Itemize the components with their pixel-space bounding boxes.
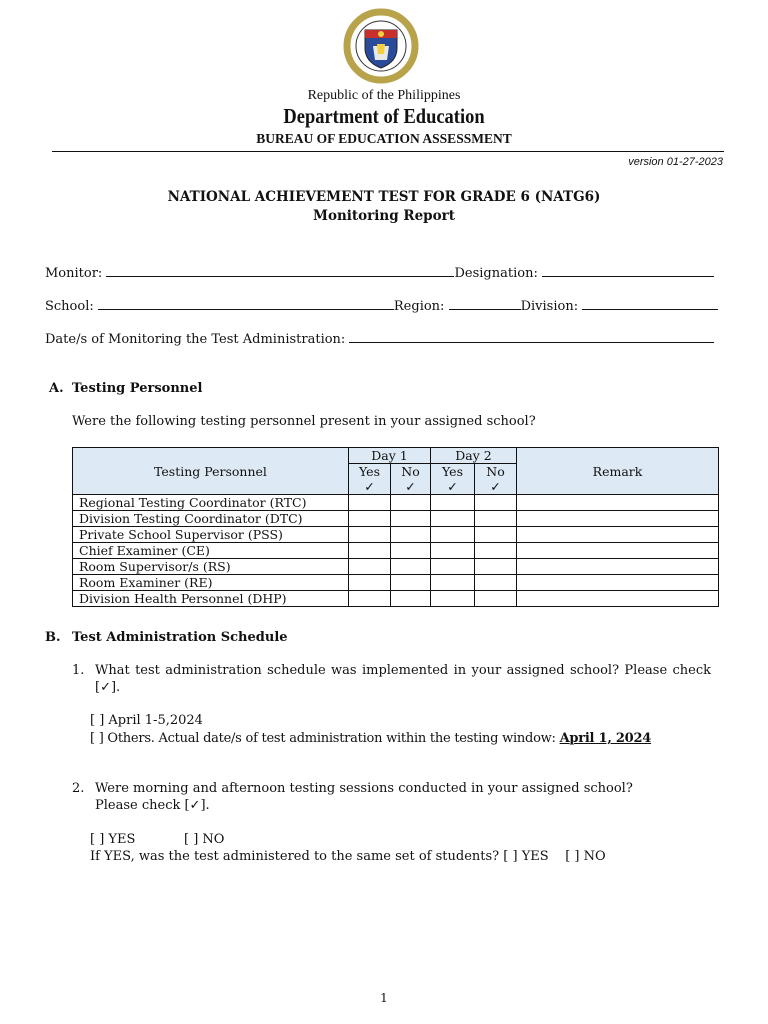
day2-yes-cell[interactable]	[431, 575, 475, 591]
remark-cell[interactable]	[517, 495, 719, 511]
day1-yes-cell[interactable]	[349, 575, 391, 591]
school-field[interactable]	[98, 297, 394, 310]
day2-yes-cell[interactable]	[431, 495, 475, 511]
remark-cell[interactable]	[517, 543, 719, 559]
check-icon: ✓	[431, 479, 475, 495]
table-row	[73, 495, 719, 511]
q2-followup-row	[90, 849, 606, 864]
report-subtitle: Monitoring Report	[313, 208, 455, 224]
day1-yes-cell[interactable]	[349, 527, 391, 543]
check-icon: ✓	[475, 479, 517, 495]
q2-yes-option[interactable]: [ ] YES	[90, 832, 136, 847]
day1-no-cell[interactable]	[391, 543, 431, 559]
header-day1-no: No	[391, 464, 431, 480]
day2-no-cell[interactable]	[475, 495, 517, 511]
designation-label: Designation:	[454, 266, 538, 281]
table-row	[73, 591, 719, 607]
day1-yes-cell[interactable]	[349, 495, 391, 511]
table-row	[73, 543, 719, 559]
q1-option-others-label: [ ] Others. Actual date/s of test administration within the testing window:	[90, 731, 556, 746]
day2-no-cell[interactable]	[475, 511, 517, 527]
q2-followup-no-option[interactable]: [ ] NO	[565, 849, 606, 864]
monitor-row	[45, 264, 714, 281]
section-a-letter: A.	[49, 381, 64, 396]
section-b-letter: B.	[45, 630, 61, 645]
monitor-field[interactable]	[106, 264, 454, 277]
day2-no-cell[interactable]	[475, 543, 517, 559]
table-row	[73, 527, 719, 543]
table-row	[73, 575, 719, 591]
school-row	[45, 297, 718, 314]
day2-no-cell[interactable]	[475, 559, 517, 575]
day1-yes-cell[interactable]	[349, 591, 391, 607]
region-label: Region:	[393, 299, 445, 314]
remark-cell[interactable]	[517, 527, 719, 543]
q2-number: 2.	[72, 781, 85, 796]
version-label: version 01-27-2023	[628, 156, 723, 168]
q2-line2: Please check [✓].	[95, 798, 210, 813]
q1-line2: [✓].	[95, 680, 121, 695]
q1-option-others-value: April 1, 2024	[559, 731, 652, 746]
header-day2-yes: Yes	[431, 464, 475, 480]
report-title: NATIONAL ACHIEVEMENT TEST FOR GRADE 6 (NATG6)	[167, 189, 601, 205]
q2-followup-yes-option[interactable]: [ ] YES	[503, 849, 549, 864]
bureau-title: BUREAU OF EDUCATION ASSESSMENT	[256, 131, 512, 146]
q2-no-option[interactable]: [ ] NO	[184, 832, 225, 847]
school-label: School:	[45, 299, 94, 314]
personnel-label: Private School Supervisor (PSS)	[73, 527, 349, 543]
day2-no-cell[interactable]	[475, 527, 517, 543]
header-remark: Remark	[517, 448, 719, 495]
day2-yes-cell[interactable]	[431, 543, 475, 559]
section-a-question: Were the following testing personnel present in your assigned school?	[72, 414, 536, 429]
day1-yes-cell[interactable]	[349, 543, 391, 559]
testing-personnel-table	[72, 447, 719, 607]
q1-option-others[interactable]	[90, 731, 651, 746]
day1-no-cell[interactable]	[391, 591, 431, 607]
day2-yes-cell[interactable]	[431, 559, 475, 575]
page-number: 1	[380, 991, 388, 1005]
q2-line1: Were morning and afternoon testing sessions conducted in your assigned school?	[95, 781, 633, 796]
designation-field[interactable]	[542, 264, 714, 277]
header-day1: Day 1	[349, 448, 431, 464]
monitor-label: Monitor:	[45, 266, 103, 281]
dates-row	[45, 330, 714, 347]
day2-yes-cell[interactable]	[431, 511, 475, 527]
day1-no-cell[interactable]	[391, 495, 431, 511]
day2-no-cell[interactable]	[475, 575, 517, 591]
day2-no-cell[interactable]	[475, 591, 517, 607]
personnel-label: Division Testing Coordinator (DTC)	[73, 511, 349, 527]
republic-label: Republic of the Philippines	[307, 88, 461, 103]
day2-yes-cell[interactable]	[431, 527, 475, 543]
header-day2: Day 2	[431, 448, 517, 464]
check-icon: ✓	[349, 479, 391, 495]
table-row	[73, 511, 719, 527]
remark-cell[interactable]	[517, 591, 719, 607]
remark-cell[interactable]	[517, 559, 719, 575]
section-a-title: Testing Personnel	[72, 381, 203, 396]
header-day2-no: No	[475, 464, 517, 480]
q1-option-april[interactable]: [ ] April 1-5,2024	[90, 713, 203, 728]
q1-number: 1.	[72, 663, 85, 678]
header-day1-yes: Yes	[349, 464, 391, 480]
day2-yes-cell[interactable]	[431, 591, 475, 607]
region-field[interactable]	[449, 297, 521, 310]
dates-field[interactable]	[349, 330, 714, 343]
header-testing-personnel: Testing Personnel	[73, 448, 349, 495]
deped-seal-icon	[343, 8, 419, 84]
dates-label: Date/s of Monitoring the Test Administration:	[45, 332, 346, 347]
division-field[interactable]	[582, 297, 718, 310]
remark-cell[interactable]	[517, 511, 719, 527]
day1-no-cell[interactable]	[391, 559, 431, 575]
q2-followup-question: If YES, was the test administered to the same set of students?	[90, 849, 500, 864]
day1-no-cell[interactable]	[391, 575, 431, 591]
day1-yes-cell[interactable]	[349, 559, 391, 575]
personnel-label: Room Supervisor/s (RS)	[73, 559, 349, 575]
day1-no-cell[interactable]	[391, 511, 431, 527]
division-label: Division:	[520, 299, 579, 314]
day1-yes-cell[interactable]	[349, 511, 391, 527]
remark-cell[interactable]	[517, 575, 719, 591]
section-b-title: Test Administration Schedule	[72, 630, 288, 645]
q1-line1: What test administration schedule was implemented in your assigned school? Please check	[95, 663, 711, 678]
header-divider	[52, 151, 724, 152]
table-row	[73, 559, 719, 575]
personnel-label: Division Health Personnel (DHP)	[73, 591, 349, 607]
personnel-label: Regional Testing Coordinator (RTC)	[73, 495, 349, 511]
personnel-label: Chief Examiner (CE)	[73, 543, 349, 559]
personnel-label: Room Examiner (RE)	[73, 575, 349, 591]
check-icon: ✓	[391, 479, 431, 495]
department-title: Department of Education	[283, 104, 485, 128]
day1-no-cell[interactable]	[391, 527, 431, 543]
